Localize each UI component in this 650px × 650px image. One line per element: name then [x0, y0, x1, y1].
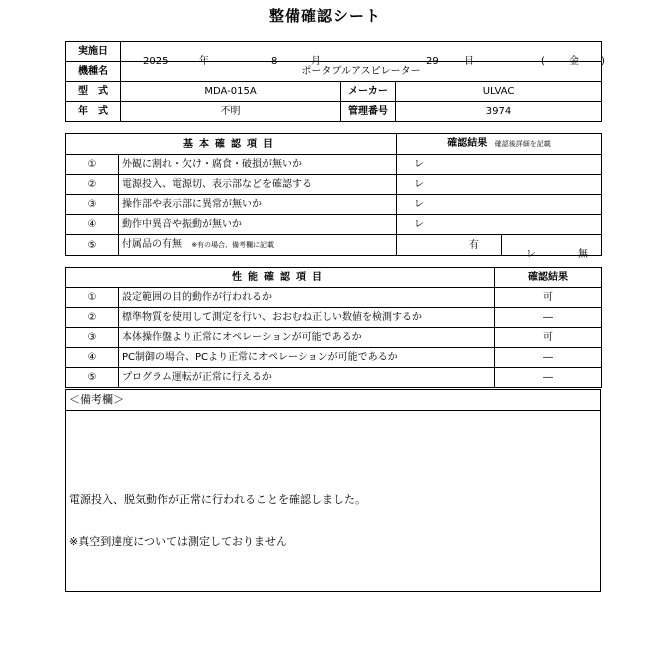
date-weekday-close: ) — [601, 55, 605, 67]
model-name-label: 機種名 — [66, 62, 121, 82]
row-number: ④ — [66, 348, 119, 368]
check-result: 可 — [495, 288, 602, 308]
table-row — [66, 175, 602, 195]
check-item: 設定範囲の目的動作が行われるか — [119, 288, 495, 308]
year-label: 年 式 — [66, 102, 121, 122]
note-line-1: 電源投入、脱気動作が正常に行われることを確認しました。 — [69, 493, 366, 506]
basic-result-note: 確認後詳細を記載 — [494, 140, 551, 148]
mgmt-label: 管理番号 — [341, 102, 396, 122]
perf-header-row — [66, 268, 602, 288]
row-number: ① — [66, 288, 119, 308]
row-number: ② — [66, 175, 119, 195]
date-weekday: 金 — [569, 55, 579, 67]
check-mark: レ — [414, 159, 424, 170]
row-number: ④ — [66, 215, 119, 235]
table-row — [66, 348, 602, 368]
year-row — [66, 102, 602, 122]
check-mark: レ — [414, 219, 424, 230]
date-value — [121, 42, 605, 67]
table-row — [66, 288, 602, 308]
row-number: ⑤ — [66, 235, 119, 256]
check-item: 動作中異音や振動が無いか — [119, 215, 397, 235]
check-item: 操作部や表示部に異常が無いか — [119, 195, 397, 215]
accessory-no: 無 — [578, 249, 588, 260]
check-result: ― — [495, 348, 602, 368]
model-name-value: ポータブルアスピレーター — [121, 62, 602, 82]
date-year-unit: 年 — [199, 55, 209, 67]
basic-header: 基本確認項目 — [66, 134, 397, 155]
notes-header: ＜備考欄＞ — [66, 390, 600, 411]
date-day-unit: 日 — [464, 55, 474, 67]
accessory-mark: レ — [526, 249, 536, 260]
check-result — [397, 195, 602, 215]
row-number: ③ — [66, 328, 119, 348]
accessory-result — [502, 235, 602, 260]
row-number: ③ — [66, 195, 119, 215]
year-value: 不明 — [121, 102, 341, 122]
maker-label: メーカー — [341, 82, 396, 102]
page-title: 整備確認シート — [268, 7, 381, 25]
maker-value: ULVAC — [396, 82, 602, 102]
type-label: 型 式 — [66, 82, 121, 102]
row-number: ① — [66, 155, 119, 175]
info-table — [65, 41, 605, 122]
type-value: MDA-015A — [121, 82, 341, 102]
table-row — [66, 368, 602, 388]
notes-box — [65, 389, 601, 592]
basic-check-table — [65, 133, 602, 260]
accessory-yes: 有 — [397, 235, 502, 256]
perf-result-header: 確認結果 — [495, 268, 602, 288]
mgmt-value: 3974 — [396, 102, 602, 122]
check-item: 外観に割れ・欠け・腐食・破損が無いか — [119, 155, 397, 175]
date-year: 2025 — [143, 55, 169, 67]
table-row — [66, 195, 602, 215]
date-row — [66, 42, 602, 62]
type-row — [66, 82, 602, 102]
check-item: 標準物質を使用して測定を行い、おおむね正しい数値を検測するか — [119, 308, 495, 328]
row-number: ② — [66, 308, 119, 328]
check-result — [397, 155, 602, 175]
table-row — [66, 308, 602, 328]
perf-header: 性能確認項目 — [66, 268, 495, 288]
check-result — [397, 215, 602, 235]
check-result: 可 — [495, 328, 602, 348]
performance-check-table — [65, 267, 602, 388]
table-row — [66, 155, 602, 175]
date-label: 実施日 — [66, 42, 121, 62]
date-weekday-open: ( — [541, 55, 545, 67]
basic-result-header — [397, 134, 602, 155]
table-row — [66, 235, 602, 256]
table-row — [66, 328, 602, 348]
date-month: 8 — [271, 55, 278, 67]
note-line-2: ※真空到達度については測定しておりません — [69, 535, 287, 548]
check-item-text: 付属品の有無 — [122, 239, 182, 250]
check-item: PC制御の場合、PCより正常にオペレーションが可能であるか — [119, 348, 495, 368]
check-result: ― — [495, 368, 602, 388]
date-month-unit: 月 — [311, 55, 321, 67]
check-result — [397, 175, 602, 195]
check-item: 本体操作盤より正常にオペレーションが可能であるか — [119, 328, 495, 348]
row-number: ⑤ — [66, 368, 119, 388]
check-item-note: ※有の場合、備考欄に記載 — [191, 241, 275, 249]
basic-header-row — [66, 134, 602, 155]
check-item — [119, 235, 397, 256]
check-mark: レ — [414, 199, 424, 210]
date-day: 29 — [426, 55, 439, 67]
basic-result-title: 確認結果 — [447, 138, 488, 149]
check-result: ― — [495, 308, 602, 328]
check-item: 電源投入、電源切、表示部などを確認する — [119, 175, 397, 195]
table-row — [66, 215, 602, 235]
check-mark: レ — [414, 179, 424, 190]
check-item: プログラム運転が正常に行えるか — [119, 368, 495, 388]
